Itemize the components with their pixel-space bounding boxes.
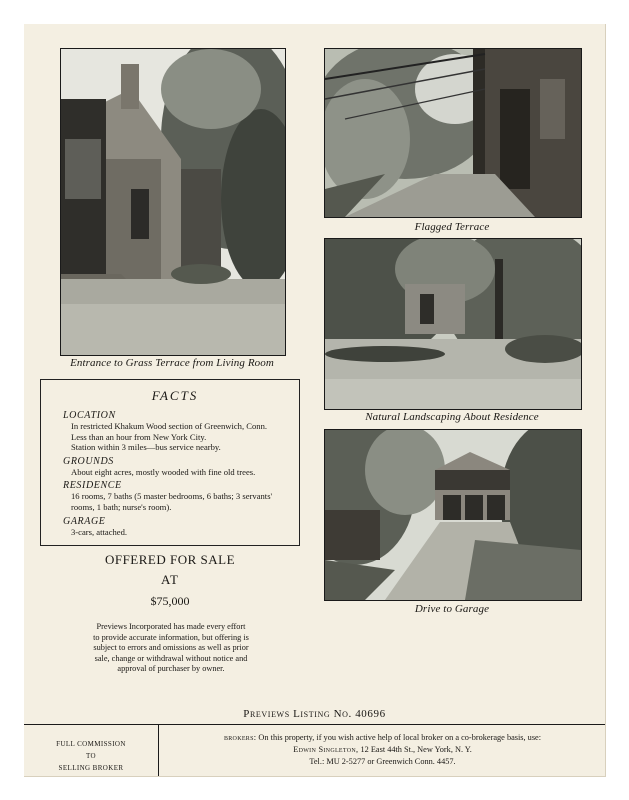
footer-divider [24, 724, 605, 725]
disclaimer [76, 622, 266, 675]
residence-line: rooms, 1 bath; nurse's room). [71, 501, 172, 512]
terrace-photo [324, 48, 582, 218]
residence-text [63, 491, 287, 512]
broker-phone: Tel.: MU 2-5277 or Greenwich Conn. 4457. [309, 756, 456, 766]
brokers-label: brokers: [223, 733, 257, 742]
grounds-line: About eight acres, mostly wooded with fine old trees. [71, 466, 256, 477]
garage-text [63, 527, 287, 538]
entrance-caption: Entrance to Grass Terrace from Living Room [70, 357, 274, 369]
landscaping-photo [324, 238, 582, 410]
facts-title: FACTS [151, 388, 199, 403]
facts-box [40, 379, 300, 546]
commission-note [24, 738, 158, 774]
disclaimer-line: Previews Incorporated has made every effort [96, 622, 246, 631]
broker-name: Edwin Singleton, [293, 744, 359, 754]
listing-number: Previews Listing No. 40696 [243, 708, 386, 720]
garage-photo [324, 429, 582, 601]
terrace-caption: Flagged Terrace [414, 221, 490, 233]
facts-heading-grounds: GROUNDS [63, 455, 114, 467]
commission-line: FULL COMMISSION [56, 740, 126, 748]
location-text [63, 421, 287, 453]
location-line: Less than an hour from New York City. [71, 431, 207, 442]
brokers-line-2 [160, 744, 605, 756]
disclaimer-line: subject to errors and omissions as well as prior [93, 643, 249, 653]
disclaimer-line: to provide accurate information, but offering is [93, 632, 249, 642]
commission-line: TO [85, 752, 96, 760]
listing-sheet [24, 24, 606, 777]
location-line: Station within 3 miles—bus service nearby. [71, 442, 221, 453]
grounds-text [63, 467, 287, 478]
broker-address: 12 East 44th St., New York, N. Y. [360, 744, 472, 754]
landscaping-caption: Natural Landscaping About Residence [365, 411, 539, 423]
price: $75,000 [150, 594, 190, 608]
offer-at: AT [161, 572, 179, 587]
footer-column-divider [158, 725, 159, 776]
brokers-line-1 [160, 732, 605, 744]
facts-heading-location: LOCATION [63, 410, 116, 421]
facts-heading-garage: GARAGE [63, 515, 106, 527]
brokers-intro: On this property, if you wish active help of local broker on a co-brokerage basis, use: [258, 733, 542, 742]
entrance-photo [60, 48, 286, 356]
garage-line: 3-cars, attached. [71, 526, 128, 537]
brokers-info [160, 732, 605, 767]
offered-for-sale: OFFERED FOR SALE [104, 552, 236, 567]
garage-caption: Drive to Garage [414, 603, 490, 615]
disclaimer-line: approval of purchaser by owner. [117, 664, 225, 674]
commission-line: SELLING BROKER [58, 764, 124, 772]
location-line: In restricted Khakum Wood section of Greenwich, Conn. [71, 421, 268, 431]
facts-heading-residence: RESIDENCE [63, 480, 122, 492]
residence-line: 16 rooms, 7 baths (5 master bedrooms, 6 baths; 3 servants' [71, 491, 273, 502]
disclaimer-line: sale, change or withdrawal without notice and [94, 653, 248, 663]
